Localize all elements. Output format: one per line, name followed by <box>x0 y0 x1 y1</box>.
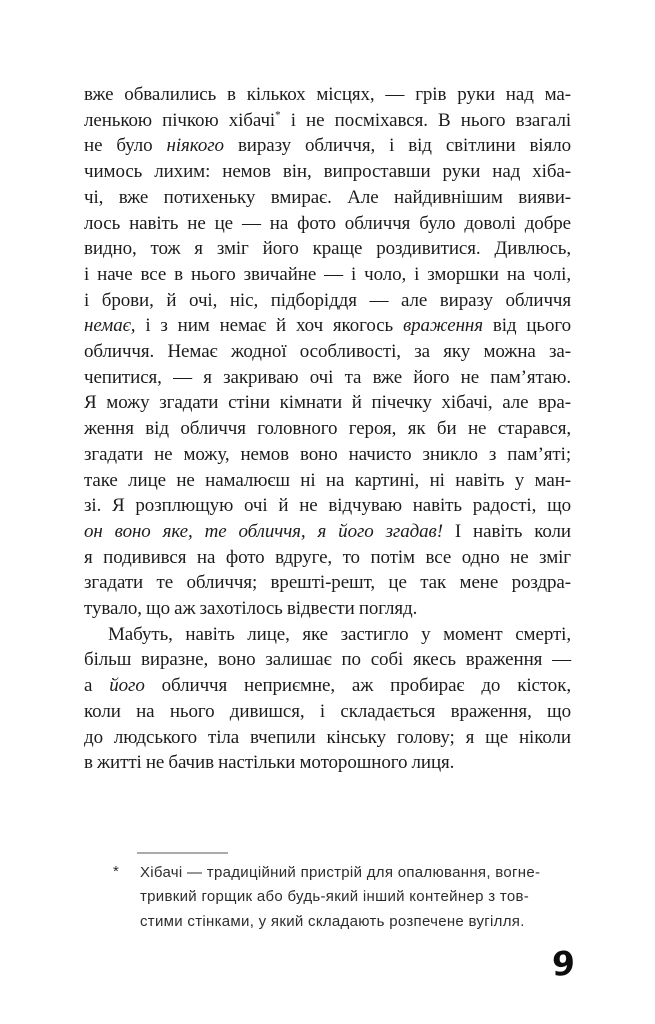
text-segment: від цього <box>482 315 572 337</box>
text-segment: лось навіть не це — на фото обличчя було доволі добре <box>84 212 571 234</box>
emphasized-text: он воно яке, те обличчя, я його згадав! <box>84 520 443 542</box>
text-line <box>84 416 571 442</box>
text-segment: ження від обличчя головного героя, як би не старався, <box>84 418 571 440</box>
text-line <box>84 622 571 648</box>
page-number: 9 <box>551 942 576 985</box>
text-line <box>84 236 571 262</box>
text-line <box>84 365 571 391</box>
text-line <box>84 442 571 468</box>
footnote-text <box>140 861 565 934</box>
text-line <box>84 725 571 751</box>
text-segment: не було <box>84 135 167 157</box>
emphasized-text: враження <box>402 315 483 337</box>
text-segment: обличчя неприємне, аж пробирає до кісток, <box>144 675 571 697</box>
footnote-marker: * <box>113 863 119 880</box>
emphasized-text: ніякого <box>166 135 224 157</box>
text-line <box>84 519 571 545</box>
emphasized-text: його <box>109 675 145 697</box>
text-segment: більш виразне, воно залишає по собі якесь враження — <box>84 649 571 671</box>
text-line <box>84 185 571 211</box>
text-segment: виразу обличчя, і від світлини віяло <box>223 135 571 157</box>
text-segment: коли на нього дивишся, і складається враження, що <box>84 700 571 722</box>
text-segment: згадати те обличчя; врешті-решт, це так мене роздра- <box>84 572 571 594</box>
text-segment: І навіть коли <box>442 520 571 542</box>
text-segment: а <box>84 675 110 697</box>
footnote-line: Хібачі — традиційний пристрій для опалювання, вогне- <box>140 864 541 881</box>
text-segment: чепитися, — я закриваю очі та вже його не пам’ятаю. <box>84 366 571 388</box>
text-segment: чі, вже потихеньку вмирає. Але найдивнішим вияви- <box>84 186 571 208</box>
text-line <box>84 82 571 108</box>
text-line <box>84 390 571 416</box>
text-segment: зі. Я розплющую очі й не відчуваю навіть радості, що <box>84 495 571 517</box>
text-line <box>84 108 571 134</box>
text-segment: видно, тож я зміг його краще роздивитися. Дивлюсь, <box>84 238 571 260</box>
footnote-separator <box>137 852 228 854</box>
text-segment: і з ним немає й хоч якогось <box>135 315 403 337</box>
text-segment: тувало, що аж захотілось відвести погляд. <box>84 598 418 620</box>
text-line <box>84 699 571 725</box>
text-segment: я подивився на фото вдруге, то потім все одно не зміг <box>84 546 571 568</box>
text-line <box>84 313 571 339</box>
footnote-line: стими стінками, у який складають розпечене вугілля. <box>140 912 525 930</box>
text-line <box>84 262 571 288</box>
text-line <box>84 468 571 494</box>
text-line <box>84 647 571 673</box>
text-segment: згадати не можу, немов воно начисто зникло з пам’яті; <box>84 443 571 465</box>
text-line <box>84 288 571 314</box>
footnote-reference: * <box>275 109 281 122</box>
text-segment: вже обвалились в кількох місцях, — грів руки над ма- <box>84 84 571 105</box>
text-line <box>84 673 571 699</box>
text-segment: Мабуть, навіть лице, яке застигло у момент смерті, <box>108 623 571 645</box>
text-segment: до людського тіла вчепили кінську голову; я ще ніколи <box>84 726 571 748</box>
text-line <box>84 493 571 519</box>
text-segment: обличчя. Немає жодної особливості, за яку можна за- <box>84 341 571 363</box>
body-text <box>84 82 571 776</box>
text-segment: і брови, й очі, ніс, підборіддя — але виразу обличчя <box>84 289 571 311</box>
text-segment: ленькою пічкою хібачі <box>84 109 276 131</box>
text-segment: і не посміхався. В нього взагалі <box>280 109 572 131</box>
text-segment: Я можу згадати стіни кімнати й пічечку хібачі, але вра- <box>84 392 571 414</box>
text-line <box>84 211 571 237</box>
text-line <box>84 750 571 776</box>
text-line <box>84 545 571 571</box>
text-line <box>84 596 571 622</box>
text-segment: чимось лихим: немов він, випроставши руки над хіба- <box>84 161 571 183</box>
text-segment: в житті не бачив настільки моторошного лиця. <box>84 752 455 774</box>
text-segment: і наче все в нього звичайне — і чоло, і зморшки на чолі, <box>84 263 571 285</box>
text-segment: таке лице не намалюєш ні на картині, ні навіть у ман- <box>84 469 571 491</box>
text-line <box>84 570 571 596</box>
text-line <box>84 133 571 159</box>
emphasized-text: немає, <box>84 315 136 337</box>
footnote-line: тривкий горщик або будь-який інший контейнер з тов- <box>140 888 530 906</box>
text-line <box>84 339 571 365</box>
text-line <box>84 159 571 185</box>
